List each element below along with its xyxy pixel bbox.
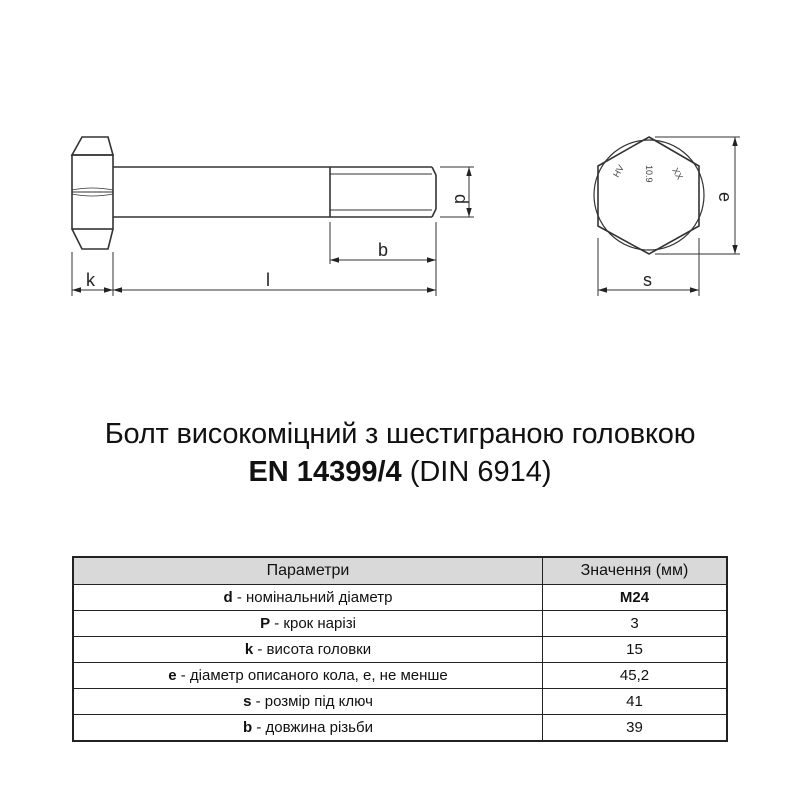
- param-cell: [73, 689, 543, 715]
- product-standard: [0, 456, 800, 489]
- table-row: [73, 585, 727, 611]
- param-desc: - номінальний діаметр: [232, 589, 393, 606]
- param-symbol: d: [223, 589, 233, 606]
- value-cell: M24: [543, 585, 728, 611]
- value-cell: 15: [543, 637, 728, 663]
- head-mark-hv: HV: [611, 163, 626, 179]
- param-desc: - діаметр описаного кола, е, не менше: [176, 667, 448, 684]
- dim-s-label: s: [643, 270, 652, 290]
- table-row: [73, 637, 727, 663]
- header-values: Значення (мм): [543, 557, 728, 585]
- bolt-head-view: [594, 137, 704, 254]
- standard-alt: (DIN 6914): [401, 456, 552, 488]
- value-cell: 45,2: [543, 663, 728, 689]
- table-header-row: [73, 557, 727, 585]
- dim-d-label-rotated: d: [451, 194, 471, 205]
- product-title: Болт високоміцний з шестиграною головкою: [104, 418, 696, 450]
- param-desc: - розмір під ключ: [251, 693, 373, 710]
- spec-table: [72, 556, 728, 742]
- value-cell: 39: [543, 715, 728, 742]
- table-row: [73, 689, 727, 715]
- bolt-side-view: [72, 137, 436, 249]
- table-row: [73, 663, 727, 689]
- value-cell: 3: [543, 611, 728, 637]
- dim-k-label: k: [86, 270, 95, 290]
- param-symbol: e: [168, 667, 177, 684]
- value-cell: 41: [543, 689, 728, 715]
- param-cell: [73, 663, 543, 689]
- param-symbol: P: [260, 615, 271, 632]
- param-desc: - довжина різьби: [252, 719, 373, 736]
- param-symbol: s: [243, 693, 252, 710]
- table-row: [73, 611, 727, 637]
- head-mark-maker: XX: [670, 166, 685, 182]
- param-cell: [73, 715, 543, 742]
- header-params: Параметри: [73, 557, 543, 585]
- dim-l-label: l: [266, 270, 270, 290]
- param-desc: - висота головки: [253, 641, 372, 658]
- param-symbol: b: [243, 719, 253, 736]
- head-mark-grade: 10.9: [644, 165, 654, 183]
- standard-code: EN 14399/4: [248, 456, 402, 488]
- param-cell: [73, 585, 543, 611]
- param-desc: - крок нарізі: [270, 615, 356, 632]
- param-symbol: k: [244, 641, 254, 658]
- bolt-drawing: [0, 0, 800, 330]
- table-row: [73, 715, 727, 742]
- dim-b-label: b: [378, 240, 389, 260]
- param-cell: [73, 637, 543, 663]
- param-cell: [73, 611, 543, 637]
- dim-e-label-rotated: e: [715, 192, 735, 203]
